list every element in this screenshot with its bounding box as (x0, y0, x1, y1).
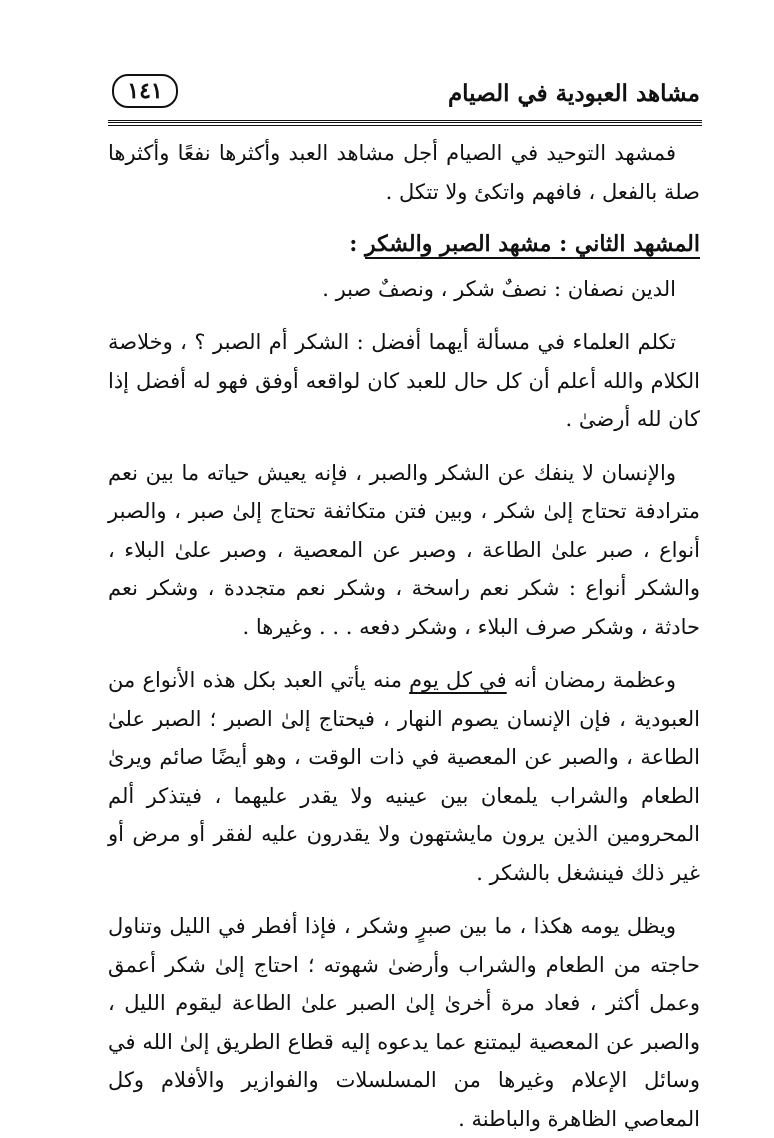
section-heading (108, 225, 700, 264)
paragraph-tawheed: فمشهد التوحيد في الصيام أجل مشاهد العبد وأكثرها نفعًا وأكثرها صلة بالفعل ، فافهم واتكئ ولا تتكل . (108, 141, 700, 204)
section-heading-separator: : (551, 231, 575, 257)
header-rule (108, 120, 702, 126)
page-number-badge: ١٤١ (112, 74, 178, 108)
paragraph-scholars: تكلم العلماء في مسألة أيهما أفضل : الشكر أم الصبر ؟ ، وخلاصة الكلام والله أعلم أن كل حال للعبد كان لواقعه أوفق فهو له أفضل إذا كان لله أرضىٰ . (108, 330, 700, 431)
section-heading-end: : (349, 231, 365, 257)
page-body (108, 134, 700, 1138)
paragraph-human: والإنسان لا ينفك عن الشكر والصبر ، فإنه يعيش حياته ما بين نعم مترادفة تحتاج إلىٰ شكر ، وبين فتن متكاثفة تحتاج إلىٰ صبر ، والصبر أنواع ، صبر علىٰ الطاعة ، وصبر عن المعصية ، وصبر علىٰ البلاء ، والشكر أنواع : شكر نعم راسخة ، وشكر نعم متجددة ، وشكر نعم حادثة ، وشكر صرف البلاء ، وشكر دفعه . . . وغيرها . (108, 460, 700, 639)
ramadan-text-start: وعظمة رمضان أنه (506, 668, 676, 692)
ramadan-text-rest: منه يأتي العبد بكل هذه الأنواع من العبودية ، فإن الإنسان يصوم النهار ، فيحتاج إلىٰ الصبر ؛ الصبر علىٰ الطاعة ، والصبر عن المعصية في ذات الوقت ، وهو أيضًا صائم ويرىٰ الطعام والشراب يلمعان بين عينيه ولا يقدر عليهما ، فيتذكر ألم المحرومين الذين يرون مايشتهون ولا يقدرون عليه لفقر أو مرض أو غير ذلك فينشغل بالشكر . (108, 668, 700, 885)
paragraph-day: ويظل يومه هكذا ، ما بين صبرٍ وشكر ، فإذا أفطر في الليل وتناول حاجته من الطعام والشراب وأرضىٰ شهوته ؛ احتاج إلىٰ شكر أعمق وعمل أكثر ، فعاد مرة أخرىٰ إلىٰ الصبر علىٰ الطاعة ليقوم الليل ، والصبر عن المعصية ليمتنع عما يدعوه إليه قطاع الطريق إلىٰ الله في وسائل الإعلام وغيرها من المسلسلات والفوازير والأفلام وكل المعاصي الظاهرة والباطنة . (108, 914, 700, 1131)
paragraph-two-halves: الدين نصفان : نصفٌ شكر ، ونصفٌ صبر . (322, 276, 676, 301)
ramadan-underlined-phrase: في كل يوم (409, 668, 507, 692)
page-header (108, 72, 700, 116)
section-heading-underlined (365, 231, 700, 257)
section-heading-label: المشهد الثاني (574, 231, 700, 257)
section-heading-title: مشهد الصبر والشكر (364, 231, 552, 257)
running-title: مشاهد العبودية في الصيام (447, 80, 700, 107)
paragraph-ramadan (108, 661, 700, 892)
